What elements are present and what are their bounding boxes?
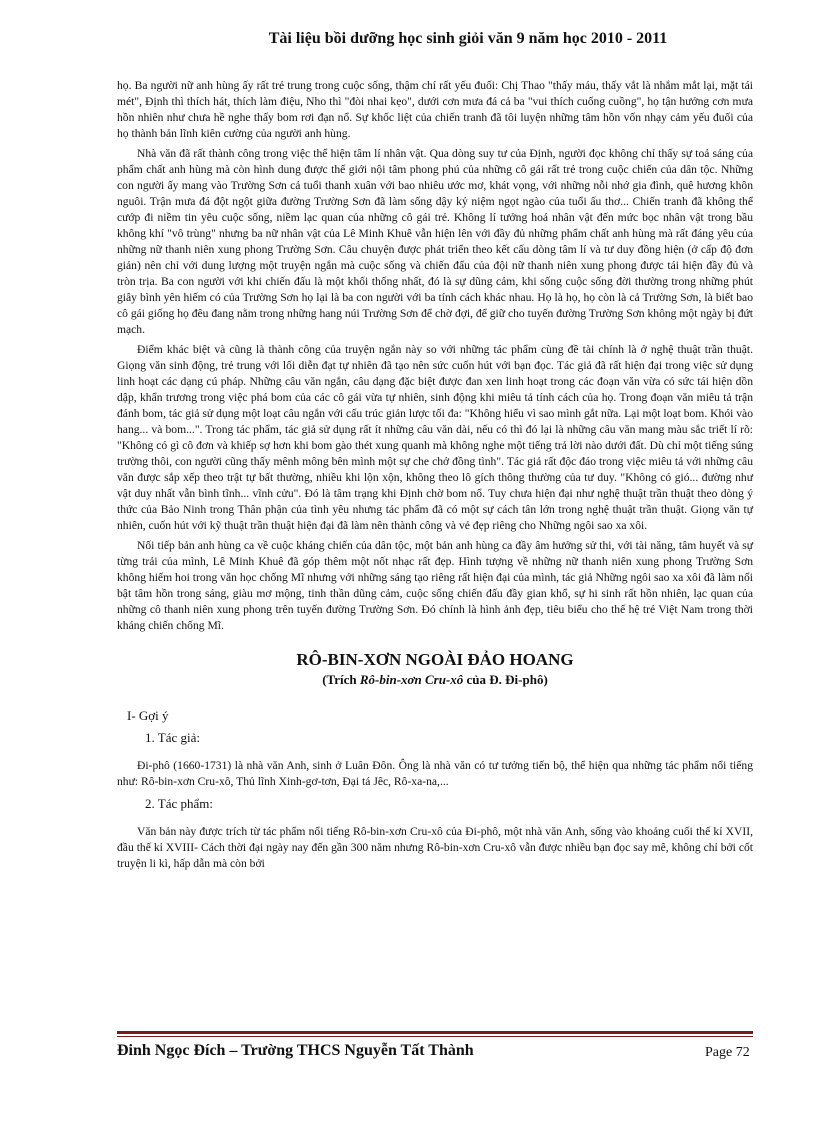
page-header bbox=[0, 30, 816, 48]
subtitle-suffix: của Đ. Đi-phô) bbox=[463, 672, 548, 687]
heading-work: 2. Tác phẩm: bbox=[145, 796, 213, 811]
document-body bbox=[117, 78, 753, 876]
work-paragraph: Văn bản này được trích từ tác phẩm nổi tiếng Rô-bin-xơn Cru-xô của Đi-phô, một nhà văn Anh, sống vào khoảng cuối thế kỉ XVII, đầu thế kỉ XVIII- Cách thời đại ngày nay đến gần 300 năm nhưng Rô-bin-xơn Cru-xô vẫn được nhiều bạn đọc say mê, không chỉ bởi cốt truyện li kì, hấp dẫn mà còn bởi bbox=[117, 825, 753, 870]
subtitle-prefix: (Trích bbox=[322, 672, 360, 687]
paragraph: Nối tiếp bản anh hùng ca về cuộc kháng chiến của dân tộc, một bản anh hùng ca đầy âm hưởng sử thi, với tài năng, tâm huyết và sự từng trải của mình, Lê Minh Khuê đã góp thêm một nốt nhạc rất đẹp. Hình tượng về những nữ thanh niên xung phong Trường Sơn không hiếm hoi trong văn học chống Mĩ nhưng với những sáng tạo riêng rất hiện đại của mình, tác giả Những ngôi sao xa xôi đã làm nổi bật tâm hồn trong sáng, giàu mơ mộng, tinh thần dũng cảm, cuộc sống chiến đấu đầy gian khổ, sự hi sinh rất hồn nhiên, lạc quan của những cô thanh niên xung phong trên tuyến đường Trường Sơn. Đó chính là hình ảnh đẹp, tiêu biểu cho thế hệ trẻ Việt Nam trong thời kháng chiến chống Mĩ. bbox=[117, 539, 753, 632]
section-subtitle bbox=[117, 672, 753, 688]
page-number: Page 72 bbox=[705, 1045, 750, 1060]
footer-author: Đinh Ngọc Đích – Trường THCS Nguyễn Tất Thành bbox=[117, 1042, 474, 1059]
paragraph: Nhà văn đã rất thành công trong việc thể hiện tâm lí nhân vật. Qua dòng suy tư của Định, người đọc không chỉ thấy sự toả sáng của phẩm chất anh hùng mà còn hình dung được thế giới nội tâm phong phú của những cô gái rất trẻ trong cuộc chiến của dân tộc. Những con người ấy mang vào Trường Sơn cả tuổi thanh xuân với bao nhiêu ước mơ, khát vọng, với những nỗi nhớ gia đình, quê hương khôn nguôi. Trận mưa đá đột ngột giữa đường Trường Sơn đã làm sống dậy kỷ niệm ngọt ngào của tuổi ấu thơ... Chiến tranh đã không thể cướp đi niềm tin yêu cuộc sống, niềm lạc quan của những cô gái trẻ. Không lí tưởng hoá nhân vật đến mức bọc nhân vật trong bầu không khí "vô trùng" nhưng ba nữ nhân vật của Lê Minh Khuê vẫn hiện lên với đầy đủ những phẩm chất anh hùng mà rất đáng yêu của những nữ thanh niên xung phong Trường Sơn. Câu chuyện được phát triển theo kết cấu dòng tâm lí và tư duy đồng hiện (ở cấp độ đơn giản) nên chỉ với dung lượng một truyện ngắn mà cuộc sống và chiến đấu của đội nữ thanh niên xung phong được tái hiện đầy đủ và tròn trịa. Ba con người với khi chiến đấu là một khối thống nhất, đó là sự dũng cảm, khi sống cuộc sống đời thường trong những phút giây bình yên hiếm có của Trường Sơn họ lại là ba con người với ba tính cách khác nhau. Họ là họ, họ còn là cả Trường Sơn, là biết bao cô gái giống họ đêu đang nằm trong những hang núi Trường Sơn để chờ đợi, để giữ cho tuyến đường Trường Sơn không một ngày bị đứt mạch. bbox=[117, 147, 753, 336]
subtitle-work: Rô-bin-xơn Cru-xô bbox=[359, 672, 464, 687]
heading-author: 1. Tác giả: bbox=[145, 730, 200, 745]
heading-suggestion: I- Gợi ý bbox=[127, 708, 169, 723]
author-paragraph: Đi-phô (1660-1731) là nhà văn Anh, sinh ở Luân Đôn. Ông là nhà văn có tư tưởng tiến bộ, thể hiện qua những tác phẩm nổi tiếng như: Rô-bin-xơn Cru-xô, Thủ lĩnh Xinh-gơ-tơn, Đại tá Jêc, Rô-xa-na,... bbox=[117, 759, 753, 788]
document-title: Tài liệu bồi dưỡng học sinh giỏi văn 9 năm học 2010 - 2011 bbox=[268, 30, 668, 47]
footer-rule-thick bbox=[117, 1031, 753, 1034]
section-title: RÔ-BIN-XƠN NGOÀI ĐẢO HOANG bbox=[296, 650, 574, 669]
footer-rule-thin bbox=[117, 1036, 753, 1037]
paragraph: Điểm khác biệt và cũng là thành công của truyện ngắn này so với những tác phẩm cùng đề tài chính là ở nghệ thuật trần thuật. Giọng văn sinh động, trẻ trung với lối diễn đạt tự nhiên đã tạo nên sức cuốn hút với bạn đọc. Tác giả đã rất hiện đại trong việc sử dụng linh hoạt các dạng cú pháp. Những câu văn ngắn, câu dạng đặc biệt được đan xen linh hoạt trong các đoạn văn vừa có sức tái hiện dồn dập, khẩn trương trong việc phá bom của các cô gái vừa tự nhiên, sinh động khi miêu tả tính cách của họ. Trong đoạn văn miêu tả trận đánh bom, tác giả sử dụng một loạt câu ngắn với cấu trúc giản lược tối đa: "Không hiểu vì sao mình gắt nữa. Lại một loạt bom. Khói vào hang... và bom...". Trong tác phẩm, tác giả sử dụng rất ít những câu văn dài, nếu có thì đó lại là những câu văn mang màu sắc triết lí rõ: "Không có gì cô đơn và khiếp sợ hơn khi bom gào thét xung quanh mà không nghe một tiếng trả lời nào dưới đất. Dù chỉ một tiếng súng trường thôi, con người cũng thấy mênh mông bên mình một sự che chở đồng tình". Tác giả rất độc đáo trong việc miêu tả với những câu văn được sắp xếp theo trật tự bất thường, nhiều khi lộn xộn, không theo lô gích thông thường của tư duy. "Không có gió... đường như vật duy nhất vẫn bình tĩnh... vĩnh cửu". Đó là tâm trạng khi Định chờ bom nổ. Tuy chưa hiện đại như nghệ thuật trần thuật theo dòng ý thức của Bảo Ninh trong Thân phận của tình yêu nhưng tác phẩm đã có một sự cách tân lớn trong nghệ thuật trần thuật. Giọng văn tự nhiên, cuốn hút với kỹ thuật trần thuật hiện đại đã làm nên thành công và vẻ đẹp riêng cho Những ngôi sao xa xôi. bbox=[117, 343, 753, 532]
paragraph: họ. Ba người nữ anh hùng ấy rất trẻ trung trong cuộc sống, thậm chí rất yếu đuối: Chị Thao "thấy máu, thấy vắt là nhắm mắt lại, mặt tái mét", Định thì thích hát, thích làm điệu, Nho thì "đòi nhai kẹo", dưới cơn mưa đá cả ba "vui thích cuống cuồng", họ tận hưởng cơn mưa hồn nhiên như chưa hề nghe thấy bom rơi đạn nổ. Sự khốc liệt của chiến tranh đã tôi luyện những tâm hồn vốn nhạy cảm yếu đuối của họ thành bản lĩnh kiên cường của người anh hùng. bbox=[117, 79, 753, 140]
